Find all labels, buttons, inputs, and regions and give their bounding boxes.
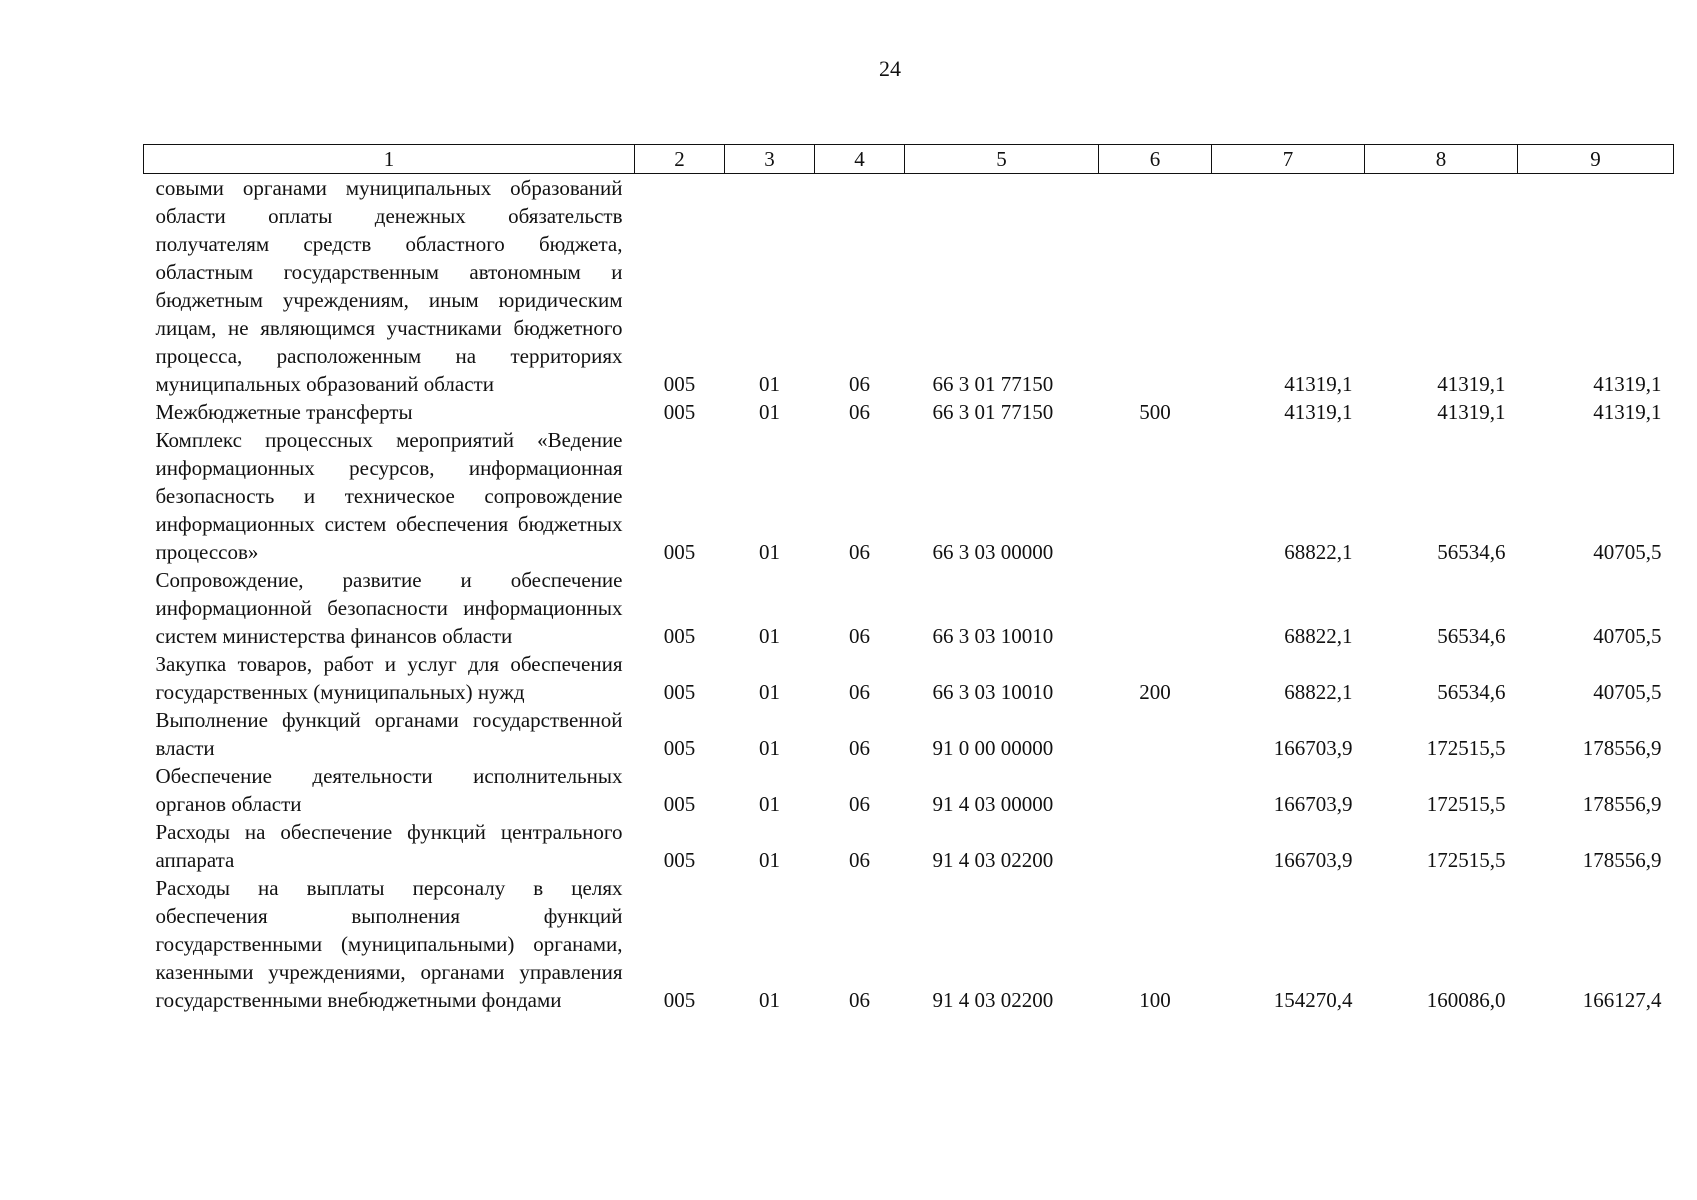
row-description: Закупка товаров, работ и услуг для обеспечения государственных (муниципальных) нужд: [155, 652, 623, 704]
table-row: [144, 650, 1674, 706]
row-amount-1: 154270,4: [1273, 988, 1353, 1012]
row-description: Выполнение функций органами государственной власти: [155, 708, 623, 760]
row-razdel: 01: [759, 540, 780, 564]
row-amount-3: 40705,5: [1593, 624, 1662, 648]
row-ved: 005: [663, 792, 696, 816]
row-description: Расходы на выплаты персоналу в целях обеспечения выполнения функций государственными (муниципальными) органами, казенными учреждениями, органами управления государственными внебюджетными фондами: [155, 876, 623, 1012]
row-ved: 005: [663, 400, 696, 424]
row-razdel: 01: [759, 372, 780, 396]
row-amount-1: 68822,1: [1284, 680, 1353, 704]
row-amount-3: 41319,1: [1593, 372, 1662, 396]
header-col-2: 2: [635, 145, 725, 174]
row-razdel: 01: [759, 624, 780, 648]
table-header: [144, 145, 1674, 174]
row-amount-1: 41319,1: [1284, 400, 1353, 424]
row-target-article: 66 3 01 77150: [932, 400, 1054, 424]
row-podrazdel: 06: [849, 680, 870, 704]
row-ved: 005: [663, 680, 696, 704]
table-row: [144, 426, 1674, 566]
row-podrazdel: 06: [849, 792, 870, 816]
row-podrazdel: 06: [849, 848, 870, 872]
row-amount-3: 40705,5: [1593, 680, 1662, 704]
row-ved: 005: [663, 540, 696, 564]
row-amount-2: 56534,6: [1437, 680, 1506, 704]
row-amount-2: 172515,5: [1426, 792, 1506, 816]
row-ved: 005: [663, 736, 696, 760]
row-amount-3: 178556,9: [1582, 848, 1662, 872]
row-amount-2: 56534,6: [1437, 540, 1506, 564]
row-target-article: 66 3 01 77150: [932, 372, 1054, 396]
row-amount-2: 160086,0: [1426, 988, 1506, 1012]
row-target-article: 91 4 03 00000: [932, 792, 1054, 816]
page-number: 24: [879, 56, 901, 81]
row-ved: 005: [663, 372, 696, 396]
row-amount-3: 178556,9: [1582, 792, 1662, 816]
row-expense-type: [1099, 174, 1212, 399]
header-col-8: 8: [1365, 145, 1518, 174]
table-row: [144, 874, 1674, 1014]
row-description: совыми органами муниципальных образований области оплаты денежных обязательств получателям средств областного бюджета, областным государственным автономным и бюджетным учреждениям, иным юридическим лицам, не являющимся участниками бюджетного процесса, расположенным на территориях муниципальных образований области: [155, 176, 623, 396]
budget-table: [143, 144, 1674, 1014]
row-description: Межбюджетные трансферты: [155, 400, 413, 424]
row-target-article: 66 3 03 10010: [932, 624, 1054, 648]
row-description: Обеспечение деятельности исполнительных органов области: [155, 764, 623, 816]
table-row: [144, 398, 1674, 426]
row-amount-2: 172515,5: [1426, 736, 1506, 760]
header-row: [144, 145, 1674, 174]
header-col-5: 5: [905, 145, 1099, 174]
row-expense-type: [1099, 706, 1212, 762]
row-podrazdel: 06: [849, 372, 870, 396]
table-row: [144, 762, 1674, 818]
row-amount-2: 41319,1: [1437, 400, 1506, 424]
row-razdel: 01: [759, 400, 780, 424]
row-ved: 005: [663, 988, 696, 1012]
table-row: [144, 566, 1674, 650]
row-target-article: 66 3 03 10010: [932, 680, 1054, 704]
row-description: Комплекс процессных мероприятий «Ведение информационных ресурсов, информационная безопасность и техническое сопровождение информационных систем обеспечения бюджетных процессов»: [155, 428, 623, 564]
row-amount-3: 166127,4: [1582, 988, 1662, 1012]
row-podrazdel: 06: [849, 540, 870, 564]
row-podrazdel: 06: [849, 624, 870, 648]
row-amount-1: 166703,9: [1273, 848, 1353, 872]
row-expense-type: [1099, 818, 1212, 874]
row-target-article: 66 3 03 00000: [932, 540, 1054, 564]
row-razdel: 01: [759, 792, 780, 816]
row-amount-2: 172515,5: [1426, 848, 1506, 872]
row-expense-type: 200: [1139, 680, 1171, 704]
row-amount-1: 166703,9: [1273, 736, 1353, 760]
row-amount-3: 41319,1: [1593, 400, 1662, 424]
row-amount-3: 178556,9: [1582, 736, 1662, 760]
header-col-7: 7: [1212, 145, 1365, 174]
row-amount-1: 68822,1: [1284, 540, 1353, 564]
row-target-article: 91 0 00 00000: [932, 736, 1054, 760]
row-expense-type: [1099, 762, 1212, 818]
row-target-article: 91 4 03 02200: [932, 988, 1054, 1012]
row-razdel: 01: [759, 680, 780, 704]
header-col-3: 3: [725, 145, 815, 174]
table-body: [144, 174, 1674, 1015]
row-amount-1: 166703,9: [1273, 792, 1353, 816]
table-row: [144, 174, 1674, 399]
row-podrazdel: 06: [849, 400, 870, 424]
row-description: Сопровождение, развитие и обеспечение информационной безопасности информационных систем министерства финансов области: [155, 568, 623, 648]
header-col-1: 1: [144, 145, 635, 174]
table-row: [144, 706, 1674, 762]
row-target-article: 91 4 03 02200: [932, 848, 1054, 872]
row-razdel: 01: [759, 848, 780, 872]
row-razdel: 01: [759, 988, 780, 1012]
row-expense-type: [1099, 566, 1212, 650]
row-amount-1: 41319,1: [1284, 372, 1353, 396]
row-ved: 005: [663, 848, 696, 872]
row-description: Расходы на обеспечение функций центрального аппарата: [155, 820, 623, 872]
row-expense-type: [1099, 426, 1212, 566]
row-podrazdel: 06: [849, 988, 870, 1012]
row-amount-3: 40705,5: [1593, 540, 1662, 564]
row-amount-1: 68822,1: [1284, 624, 1353, 648]
header-col-6: 6: [1099, 145, 1212, 174]
row-amount-2: 41319,1: [1437, 372, 1506, 396]
row-expense-type: 500: [1139, 400, 1171, 424]
row-ved: 005: [663, 624, 696, 648]
header-col-9: 9: [1518, 145, 1674, 174]
table-row: [144, 818, 1674, 874]
row-podrazdel: 06: [849, 736, 870, 760]
row-amount-2: 56534,6: [1437, 624, 1506, 648]
row-expense-type: 100: [1139, 988, 1171, 1012]
header-col-4: 4: [815, 145, 905, 174]
row-razdel: 01: [759, 736, 780, 760]
